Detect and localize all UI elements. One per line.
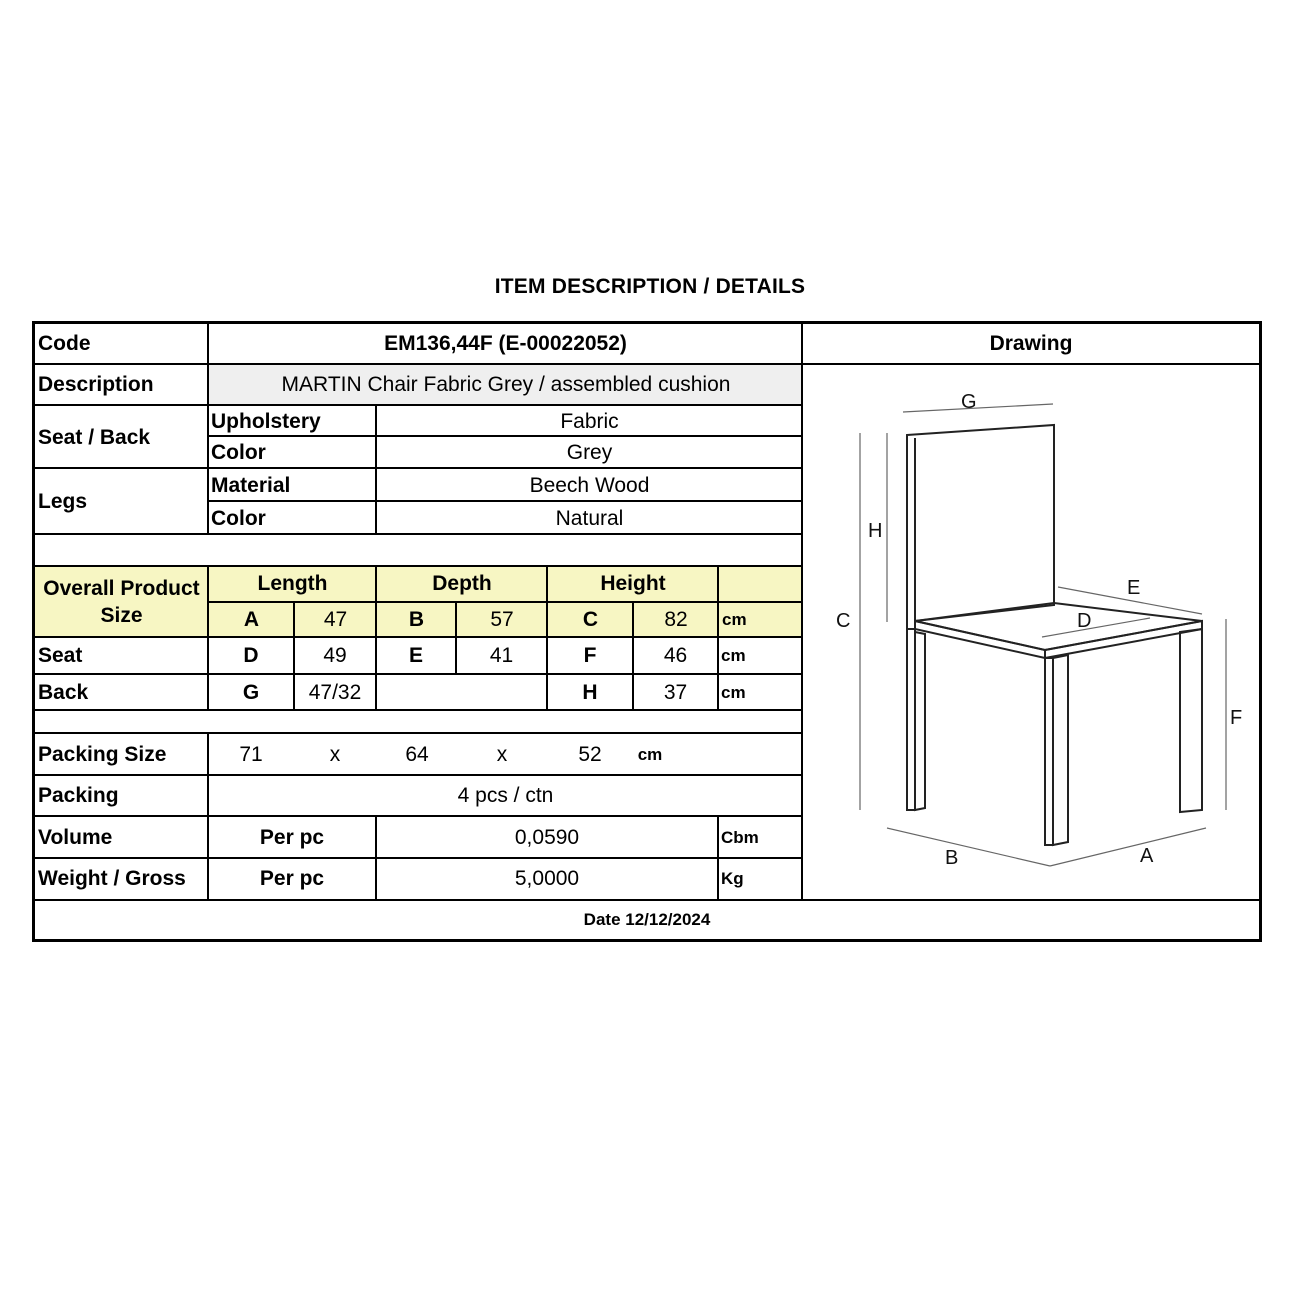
packing-length: 71 xyxy=(239,743,263,766)
label-g: G xyxy=(961,391,977,413)
back-unit: cm xyxy=(721,682,746,702)
chair-drawing xyxy=(803,363,1260,899)
seat-back-label: Seat / Back xyxy=(38,425,151,449)
rule xyxy=(207,324,209,534)
label-a: A xyxy=(1140,845,1154,867)
upholstery-label: Upholstery xyxy=(211,409,321,433)
chair-leg-front-right xyxy=(1180,629,1202,812)
code-value: EM136,44F (E-00022052) xyxy=(384,332,627,355)
dim-b-value: 57 xyxy=(457,603,547,637)
legs-material-value: Beech Wood xyxy=(529,473,650,497)
dim-d-value: 49 xyxy=(323,644,347,667)
rule xyxy=(375,405,377,534)
dim-g-value: 47/32 xyxy=(308,680,362,704)
rule xyxy=(455,601,457,674)
rule xyxy=(35,899,1259,901)
dim-line-a xyxy=(1050,828,1206,866)
dim-h-value: 37 xyxy=(663,680,688,704)
dim-d-letter: D xyxy=(243,644,259,667)
rule xyxy=(293,601,295,710)
overall-unit: cm xyxy=(719,603,803,637)
label-b: B xyxy=(945,847,959,869)
rule xyxy=(632,601,634,710)
packing-label: Packing xyxy=(38,784,119,807)
dim-h-letter: H xyxy=(582,680,598,704)
legs-color-label: Color xyxy=(211,506,266,530)
rule xyxy=(375,565,377,710)
rule xyxy=(208,435,803,437)
weight-per: Per pc xyxy=(259,866,325,890)
seat-color-value: Grey xyxy=(566,441,613,464)
rule xyxy=(717,815,719,900)
volume-per: Per pc xyxy=(259,825,325,849)
dim-a-letter: A xyxy=(209,603,294,637)
packing-unit: cm xyxy=(637,745,663,764)
label-c: C xyxy=(836,610,851,632)
chair-backrest xyxy=(907,425,1054,810)
rule xyxy=(35,732,803,734)
chair-seat xyxy=(915,603,1202,650)
dim-g-letter: G xyxy=(242,680,260,704)
rule xyxy=(717,565,719,710)
upholstery-value: Fabric xyxy=(560,409,619,433)
dim-b-letter: B xyxy=(377,603,456,637)
dim-e-value: 41 xyxy=(489,644,514,667)
chair-leg-front-left xyxy=(1045,658,1053,845)
volume-label: Volume xyxy=(38,825,113,849)
dim-a-value: 47 xyxy=(295,603,376,637)
rule xyxy=(208,601,803,603)
weight-label: Weight / Gross xyxy=(38,866,186,890)
seat-size-label: Seat xyxy=(38,644,83,667)
date-footer: Date 12/12/2024 xyxy=(583,910,711,929)
label-d: D xyxy=(1077,610,1092,632)
packing-value: 4 pcs / ctn xyxy=(457,784,554,807)
rule xyxy=(35,467,803,469)
rule xyxy=(35,636,803,638)
length-header: Length xyxy=(209,567,376,601)
dim-line-g xyxy=(903,404,1053,412)
weight-unit: Kg xyxy=(721,868,744,888)
rule xyxy=(375,815,377,900)
packing-width: 64 xyxy=(405,743,429,766)
depth-header: Depth xyxy=(377,567,547,601)
rule xyxy=(35,709,803,711)
back-size-label: Back xyxy=(38,680,89,704)
rule xyxy=(207,732,209,900)
description-label: Description xyxy=(38,373,154,396)
dim-line-b xyxy=(887,828,1050,866)
rule xyxy=(208,500,803,502)
document-title: ITEM DESCRIPTION / DETAILS xyxy=(494,275,806,298)
legs-color-value: Natural xyxy=(555,506,624,530)
label-e: E xyxy=(1127,577,1141,599)
dim-c-letter: C xyxy=(548,603,633,637)
rule xyxy=(35,774,803,776)
overall-size-label xyxy=(35,567,208,637)
volume-value: 0,0590 xyxy=(514,825,580,849)
packing-height: 52 xyxy=(578,743,602,766)
weight-value: 5,0000 xyxy=(514,866,580,890)
rule xyxy=(35,857,803,859)
legs-material-label: Material xyxy=(211,473,291,497)
label-h: H xyxy=(868,520,883,542)
label-f: F xyxy=(1230,707,1243,729)
code-label: Code xyxy=(38,332,91,355)
seat-unit: cm xyxy=(721,646,746,665)
unit-header-blank xyxy=(719,567,803,601)
dim-f-letter: F xyxy=(583,644,597,667)
drawing-label: Drawing xyxy=(989,332,1073,355)
overall-size-text: Overall Product Size xyxy=(43,577,200,627)
rule xyxy=(35,404,803,406)
rule xyxy=(35,565,803,567)
rule xyxy=(207,565,209,710)
height-header: Height xyxy=(548,567,718,601)
seat-color-label: Color xyxy=(211,441,266,464)
dim-c-value: 82 xyxy=(634,603,718,637)
packing-x1: x xyxy=(329,743,341,766)
legs-label: Legs xyxy=(38,490,88,513)
packing-size-label: Packing Size xyxy=(38,742,167,766)
rule xyxy=(546,565,548,710)
rule xyxy=(35,673,803,675)
description-value: MARTIN Chair Fabric Grey / assembled cushion xyxy=(209,365,803,405)
rule xyxy=(35,533,803,535)
packing-x2: x xyxy=(496,743,508,766)
rule xyxy=(35,815,803,817)
chair-leg-back-left xyxy=(907,629,915,810)
dim-f-value: 46 xyxy=(663,644,688,667)
dim-e-letter: E xyxy=(408,644,423,667)
volume-unit: Cbm xyxy=(721,827,759,847)
